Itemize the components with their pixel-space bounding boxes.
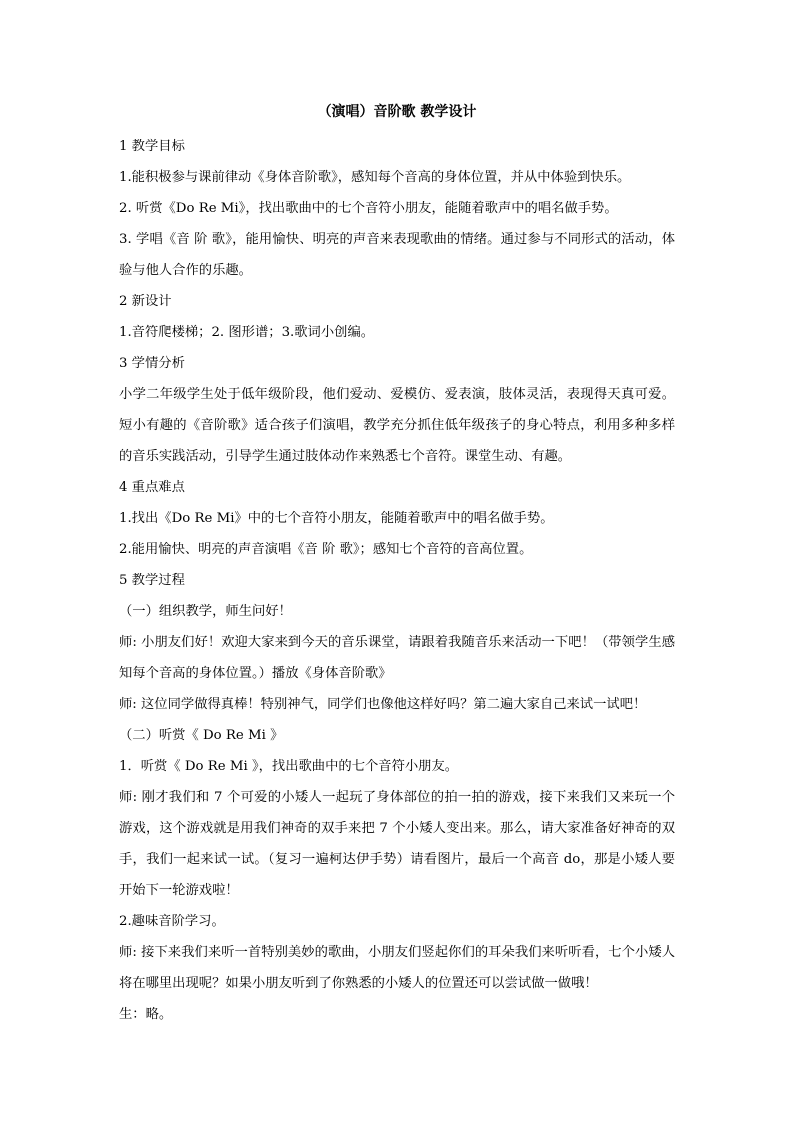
teacher-line-3: 师: 刚才我们和 7 个可爱的小矮人一起玩了身体部位的拍一拍的游戏，接下来我们又来玩一个游戏，这个游戏就是用我们神奇的双手来把 7 个小矮人变出来。那么，请大家准备好神奇的双手，我们一起来试一试。（复习一遍柯达伊手势）请看图片，最后一个高音 do，那是小矮人要开始下一轮游戏啦！ [119, 790, 675, 898]
teacher-line-1: 师: 小朋友们好！欢迎大家来到今天的音乐课堂，请跟着我随音乐来活动一下吧！（带领学生感知每个音高的身体位置。）播放《身体音阶歌》 [119, 635, 675, 681]
section-heading-process: 5 教学过程 [119, 573, 185, 588]
teacher-line-2: 师: 这位同学做得真棒！特别神气，同学们也像他这样好吗？第二遍大家自己来试一试吧！ [119, 697, 647, 712]
teacher-line-4: 师: 接下来我们来听一首特别美妙的歌曲，小朋友们竖起你们的耳朵我们来听听看，七个小矮人将在哪里出现呢？如果小朋友听到了你熟悉的小矮人的位置还可以尝试做一做哦！ [119, 945, 675, 991]
section-heading-objectives: 1 教学目标 [119, 139, 185, 154]
key-point-1: 1.找出《Do Re Mi》中的七个音符小朋友，能随着歌声中的唱名做手势。 [119, 511, 554, 526]
key-point-2: 2.能用愉快、明亮的声音演唱《音 阶 歌》；感知七个音符的音高位置。 [119, 542, 533, 557]
section-heading-analysis: 3 学情分析 [119, 356, 185, 371]
analysis-text: 小学二年级学生处于低年级阶段，他们爱动、爱模仿、爱表演，肢体灵活，表现得天真可爱。短小有趣的《音阶歌》适合孩子们演唱，教学充分抓住低年级孩子的身心特点，利用多种多样的音乐实践活动，引导学生通过肢体动作来熟悉七个音符。课堂生动、有趣。 [119, 387, 675, 464]
listening-item-1: 1．听赏《 Do Re Mi 》，找出歌曲中的七个音符小朋友。 [119, 759, 459, 774]
student-line: 生：略。 [119, 1007, 173, 1022]
process-step-2-heading: （二）听赏《 Do Re Mi 》 [119, 728, 284, 743]
new-design-text: 1.音符爬楼梯；2. 图形谱；3.歌词小创编。 [119, 325, 375, 340]
section-heading-key-points: 4 重点难点 [119, 480, 185, 495]
section-heading-new-design: 2 新设计 [119, 294, 172, 309]
objective-item-3: 3. 学唱《音 阶 歌》，能用愉快、明亮的声音来表现歌曲的情绪。通过参与不同形式的活动，体验与他人合作的乐趣。 [119, 232, 675, 278]
document-title: （演唱）音阶歌 教学设计 [317, 104, 477, 120]
document-body [119, 131, 675, 1030]
objective-item-2: 2. 听赏《Do Re Mi》，找出歌曲中的七个音符小朋友，能随着歌声中的唱名做手势。 [119, 201, 618, 216]
listening-item-2: 2.趣味音阶学习。 [119, 914, 225, 929]
process-step-1-heading: （一）组织教学，师生问好！ [119, 604, 292, 619]
objective-item-1: 1.能积极参与课前律动《身体音阶歌》，感知每个音高的身体位置，并从中体验到快乐。 [119, 170, 631, 185]
